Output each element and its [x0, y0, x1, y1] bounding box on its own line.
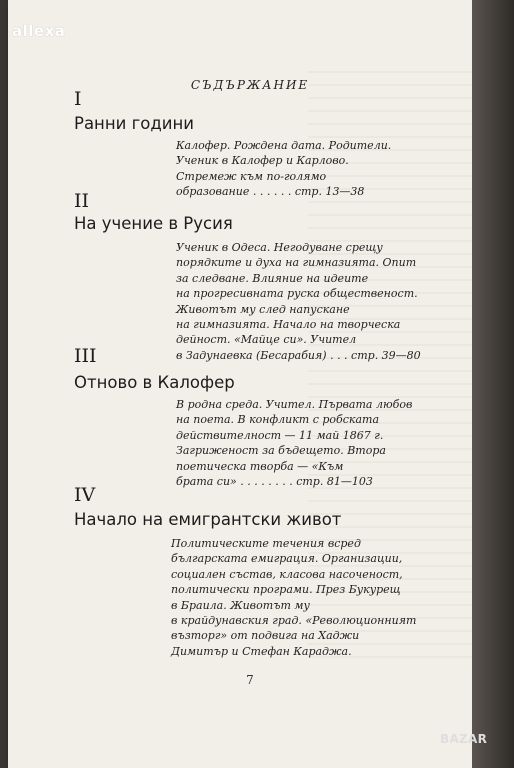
chapter-2-numeral: II	[74, 190, 90, 212]
description-line: възторг» от подвига на Хаджи	[171, 629, 360, 643]
description-line: поетическа творба — «Към	[176, 459, 344, 473]
chapter-4-title: Начало на емигрантски живот	[74, 510, 342, 529]
description-line: в Браила. Животът му	[171, 598, 310, 612]
chapter-3-numeral: III	[74, 345, 97, 367]
description-line: политически програми. През Букурещ	[171, 583, 401, 597]
chapter-2-title: На учение в Русия	[74, 214, 233, 233]
background-edge	[472, 0, 514, 768]
description-line: брата си» . . . . . . . . стр. 81—103	[176, 475, 373, 489]
watermark-logo: allexa	[12, 22, 66, 40]
description-line: порядките и духа на гимназията. Опит	[176, 256, 417, 270]
description-line: българската емиграция. Организации,	[171, 552, 403, 566]
description-line: за следване. Влияние на идеите	[176, 271, 369, 285]
description-line: образование . . . . . . стр. 13—38	[176, 185, 365, 199]
watermark-logo-bottom: BAZAR	[440, 732, 488, 746]
chapter-3-title: Отново в Калофер	[74, 373, 235, 392]
page-number: 7	[246, 673, 254, 687]
description-line: действителност — 11 май 1867 г.	[176, 428, 384, 442]
description-line: в крайдунавския град. «Революционният	[171, 614, 417, 628]
chapter-3-description	[176, 397, 438, 489]
chapter-4-description	[171, 536, 446, 659]
description-line: Ученик в Калофер и Карлово.	[176, 154, 349, 168]
chapter-2-description	[176, 240, 438, 363]
description-line: на поета. В конфликт с робската	[176, 413, 380, 427]
description-line: социален състав, класова насоченост,	[171, 567, 403, 581]
description-line: В родна среда. Учител. Първата любов	[176, 398, 413, 411]
description-line: Политическите течения всред	[171, 537, 361, 550]
description-line: в Задунаевка (Бесарабия) . . . стр. 39—80	[176, 348, 421, 362]
description-line: Животът му след напускане	[176, 302, 350, 316]
description-line: Стремеж към по-голямо	[176, 169, 327, 183]
description-line: на гимназията. Начало на творческа	[176, 318, 401, 332]
book-page	[8, 0, 472, 768]
chapter-1-description	[176, 138, 438, 200]
chapter-4-numeral: IV	[74, 484, 96, 506]
chapter-1-numeral: I	[74, 88, 82, 110]
description-line: дейност. «Майце си». Учител	[176, 333, 357, 347]
contents-heading: СЪДЪРЖАНИЕ	[190, 78, 310, 92]
description-line: Загриженост за бъдещето. Втора	[176, 444, 386, 458]
description-line: Калофер. Рождена дата. Родители.	[176, 139, 392, 152]
chapter-1-title: Ранни години	[74, 114, 195, 133]
description-line: Димитър и Стефан Караджа.	[171, 644, 352, 658]
description-line: Ученик в Одеса. Негодуване срещу	[176, 241, 383, 254]
description-line: на прогресивната руска общественост.	[176, 287, 418, 301]
